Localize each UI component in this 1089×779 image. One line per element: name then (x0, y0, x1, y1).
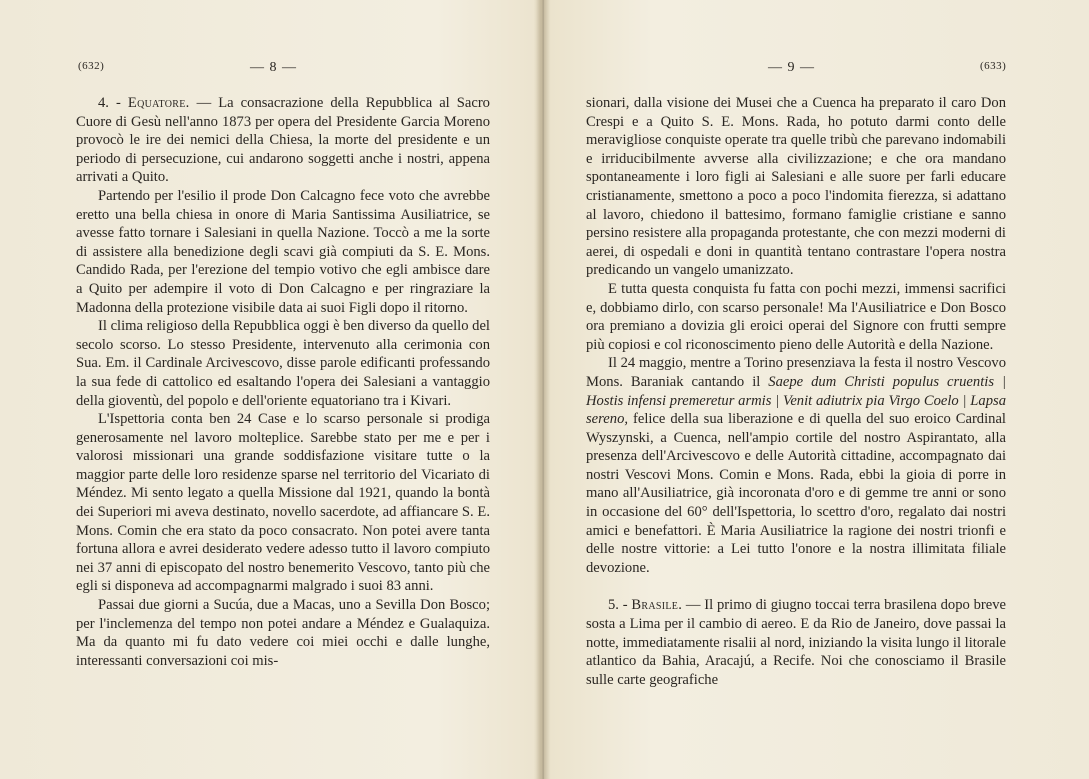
section-number: 4. - (98, 95, 121, 111)
page-number-right: — 9 — (768, 60, 815, 75)
left-body-text (76, 94, 490, 670)
page-number-left: — 8 — (250, 60, 297, 75)
page-label-right: (633) (980, 60, 1007, 72)
section-5-paragraph: 5. - Brasile. — Il primo di giugno toccai terra brasilena dopo breve sosta a Lima per il cambio di aereo. E da Rio de Janeiro, dove passai la notte, immediatamente risalii al nord, iniziando la visita lungo il litorale atlantico da Bahia, Aracajú, a Recife. Noi che conosciamo il Brasile sulle carte geografiche (586, 597, 1006, 688)
paragraph-text: Il 24 maggio, mentre a Torino presenziava la festa il nostro Vescovo Mons. Baraniak cantando il (586, 355, 1006, 390)
section-title: Equatore. (127, 95, 190, 111)
section-title: Brasile. (631, 597, 683, 614)
paragraph: E tutta questa conquista fu fatta con pochi mezzi, immensi sacrifici e, dobbiamo dirlo, con scarso personale! Ma l'Ausiliatrice e Don Bosco ora premiano a dovizia gli eroici operai del Signore con frutti sempre più copiosi e col riconoscimento pieno delle Autorità e della Nazione. (586, 280, 1006, 353)
hymn-quote: Saepe dum Christi populus cruentis | Hostis infensi premeretur armis | Venit adiutrix pia Virgo Coelo | Lapsa sereno, (586, 373, 1006, 428)
paragraph: Passai due giorni a Sucúa, due a Macas, uno a Sevilla Don Bosco; per l'inclemenza del tempo non potei andare a Méndez e Gualaquiza. Ma da quanto mi fu dato vedere coi miei occhi e dalle lunghe, interessanti conversazioni coi mis- (76, 597, 490, 669)
right-page (546, 0, 1089, 779)
left-page (0, 0, 542, 779)
page-label-left: (632) (78, 60, 105, 72)
paragraph-text: Il primo di giugno toccai terra brasilena dopo breve sosta a Lima per il cambio di aereo. E da Rio de Janeiro, dove passai la notte, immediatamente risalii al nord, iniziando la visita lungo il litorale atlantico da Bahia, Aracajú, a Recife. Noi che conosciamo il Brasile sulle carte geografiche (586, 597, 1006, 688)
paragraph: Il clima religioso della Repubblica oggi è ben diverso da quello del secolo scorso. Lo stesso Presidente, intervenuto alla cerimonia con Sua. Em. il Cardinale Arcivescovo, disse parole edificanti professando la sua fede di cattolico ed esaltando l'opera dei Salesiani a vantaggio della gioventù, del popolo e dell'oriente equatoriano tra i Kivari. (76, 318, 490, 409)
paragraph: L'Ispettoria conta ben 24 Case e lo scarso personale si prodiga generosamente nel lavoro molteplice. Sarebbe stato per me e per i valorosi missionari una grande soddisfazione visitare tutte o la maggior parte delle loro residenze sparse nel territorio del Vicariato di Méndez. Mi sento legato a quella Missione dal 1921, quando la bontà dei Superiori mi aveva destinato, novello sacerdote, ad affiancare S. E. Mons. Comin che era stato da poco consacrato. Non potei avere tanta fortuna allora e avrei desiderato vedere adesso tutto il lavoro compiuto nei 37 anni di episcopato del nostro benemerito Vescovo, tanto più che egli si disponeva ad accompagnarmi malgrado i suoi 83 anni. (76, 411, 490, 595)
paragraph-text: felice della sua liberazione e di quella del suo eroico Cardinal Wyszynski, a Cuenca, nell'ampio cortile del nostro Aspirantato, alla presenza dell'Arcivescovo e delle Autorità cittadine, accompagnato dai nostri Vescovi Mons. Comin e Mons. Rada, ebbi la gioia di porre in mano all'Ausiliatrice, già incoronata d'oro e di gemme tre anni or sono in occasione del 60° dell'Ispettoria, lo scettro d'oro, regalato dai nostri amici e benefattori. È Maria Ausiliatrice la ragione dei nostri trionfi e delle nostre vittorie: a Lei tutto l'onore e la nostra illimitata filiale devozione. (586, 411, 1006, 576)
paragraph-text: La consacrazione della Repubblica al Sacro Cuore di Gesù nell'anno 1873 per opera del Presidente Garcia Moreno provocò le ire dei nemici della Chiesa, la morte del presidente e un periodo di persecuzione, cui andarono soggetti anche i nostri, appena arrivati a Quito. (76, 95, 490, 186)
paragraph: Partendo per l'esilio il prode Don Calcagno fece voto che avrebbe eretto una bella chiesa in onore di Maria Santissima Ausiliatrice, se avesse fatto tornare i Salesiani in quella Nazione. Toccò a me la sorte di assistere alla benedizione degli scavi già compiuti da S. E. Mons. Candido Rada, per l'erezione del tempio votivo che egli ambisce dare a Quito per adempire il voto di Don Calcagno e per ringraziare la Madonna della protezione visibile data ai suoi Figli dopo il ritorno. (76, 187, 490, 316)
paragraph-hymn (586, 354, 1006, 577)
paragraph-continued: sionari, dalla visione dei Musei che a Cuenca ha preparato il caro Don Crespi e a Quito S. E. Mons. Rada, ho potuto darmi conto delle meravigliose conquiste operate tra quelle tribù che parevano indomabili e irriducibilmente avverse alla civilizzazione; e che ora mandano spontaneamente i loro figli ai Salesiani e alle suore per farli educare cristianamente, smettono a poco a poco l'indomita fierezza, si adattano al lavoro, chiedono il battesimo, formano famiglie cristiane e sanno persino resistere alla propaganda protestante, che con mezzi moderni di aerei, di ospedali e doni in quantità tentano contrastare l'opera nostra predicando un vangelo umanizzato. (586, 95, 1006, 279)
section-number: 5. - (608, 597, 628, 614)
right-body-text (586, 94, 1006, 689)
section-4-paragraph: 4. - Equatore. — La consacrazione della Repubblica al Sacro Cuore di Gesù nell'anno 1873 per opera del Presidente Garcia Moreno provocò le ire dei nemici della Chiesa, la morte del presidente e un periodo di persecuzione, cui andarono soggetti anche i nostri, appena arrivati a Quito. (76, 95, 490, 186)
